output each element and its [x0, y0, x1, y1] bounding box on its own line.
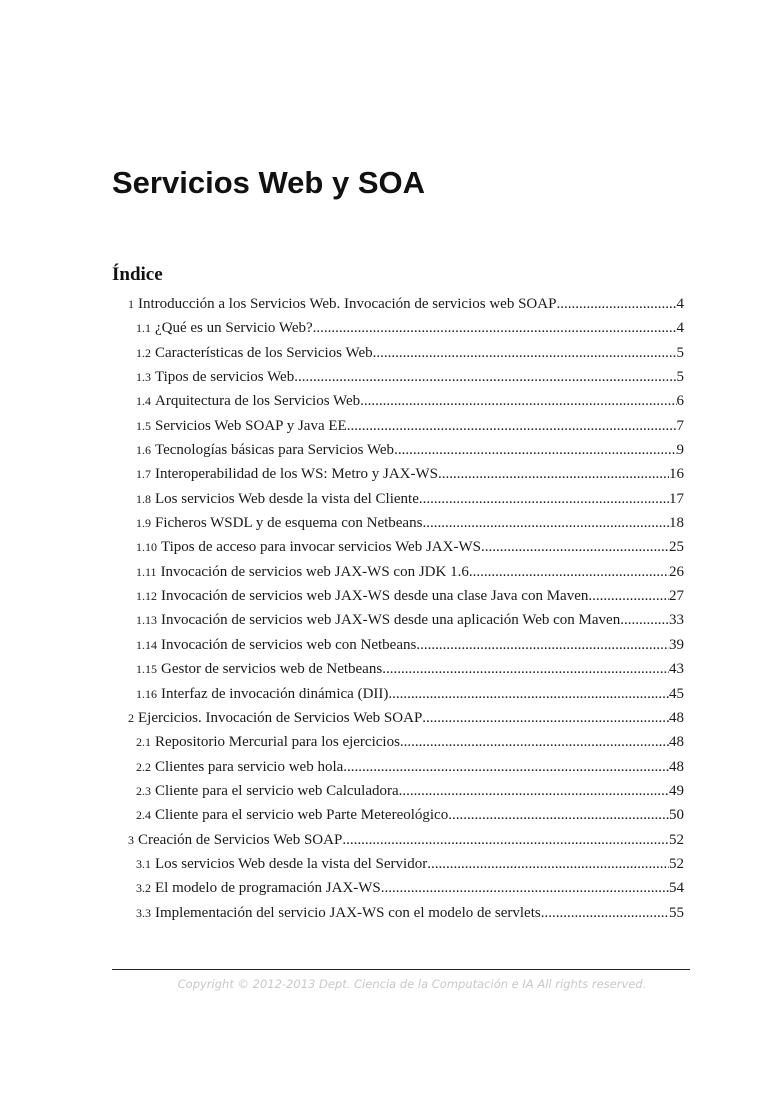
toc-entry-page-number[interactable]: 43	[669, 661, 684, 678]
toc-entry[interactable]	[0, 759, 774, 783]
toc-dot-leader	[400, 734, 669, 751]
toc-entry-number: 1.3	[136, 370, 151, 385]
toc-dot-leader	[313, 320, 677, 337]
toc-entry-page-number[interactable]: 48	[669, 709, 684, 726]
toc-entry-page-number[interactable]: 7	[676, 417, 684, 434]
document-title: Servicios Web y SOA	[112, 165, 425, 200]
toc-entry-page-number[interactable]: 48	[669, 758, 684, 775]
toc-entry-title[interactable]: Invocación de servicios web con Netbeans	[161, 636, 417, 653]
toc-entry-number: 2	[128, 710, 134, 725]
toc-entry-title[interactable]: Repositorio Mercurial para los ejercicios	[155, 734, 400, 751]
toc-dot-leader	[381, 880, 669, 897]
toc-entry[interactable]	[0, 905, 774, 929]
toc-entry-title[interactable]: Tecnologías básicas para Servicios Web	[155, 442, 395, 459]
toc-entry-title[interactable]: Cliente para el servicio web Calculadora	[155, 782, 399, 799]
toc-dot-leader	[399, 783, 669, 800]
toc-entry-title[interactable]: Invocación de servicios web JAX-WS desde una clase Java con Maven	[161, 588, 589, 605]
toc-dot-leader	[427, 856, 669, 873]
toc-entry-page-number[interactable]: 50	[669, 807, 684, 824]
toc-entry-number: 1.6	[136, 443, 151, 458]
toc-entry-title[interactable]: Clientes para servicio web hola	[155, 758, 344, 775]
toc-entry[interactable]	[0, 539, 774, 563]
toc-entry[interactable]	[0, 588, 774, 612]
toc-entry-page-number[interactable]: 18	[669, 515, 684, 532]
toc-entry-title[interactable]: Arquitectura de los Servicios Web	[155, 393, 361, 410]
toc-entry-title[interactable]: Interoperabilidad de los WS: Metro y JAX-WS	[155, 466, 439, 483]
toc-dot-leader	[382, 661, 669, 678]
toc-entry-page-number[interactable]: 33	[669, 612, 684, 629]
toc-entry-title[interactable]: Los servicios Web desde la vista del Servidor	[155, 855, 428, 872]
footer-divider	[112, 969, 690, 970]
toc-entry-title[interactable]: ¿Qué es un Servicio Web?	[155, 320, 313, 337]
toc-entry[interactable]	[0, 393, 774, 417]
toc-entry-title[interactable]: Invocación de servicios web JAX-WS con JDK 1.6	[160, 563, 469, 580]
toc-entry-number: 1.2	[136, 345, 151, 360]
toc-entry-number: 1.8	[136, 491, 151, 506]
toc-entry-page-number[interactable]: 6	[676, 393, 684, 410]
toc-entry-number: 1.10	[136, 540, 157, 555]
toc-entry-page-number[interactable]: 5	[676, 344, 684, 361]
toc-dot-leader	[422, 710, 669, 727]
toc-entry-number: 1	[128, 297, 134, 311]
toc-dot-leader	[388, 686, 669, 703]
toc-entry-title[interactable]: Servicios Web SOAP y Java EE	[155, 417, 347, 434]
toc-entry[interactable]	[0, 491, 774, 515]
toc-dot-leader	[394, 442, 676, 459]
toc-entry[interactable]	[0, 345, 774, 369]
toc-entry-page-number[interactable]: 55	[669, 904, 684, 921]
toc-entry[interactable]	[0, 807, 774, 831]
toc-entry[interactable]	[0, 515, 774, 539]
toc-entry-page-number[interactable]: 25	[669, 539, 684, 556]
toc-dot-leader	[422, 515, 669, 532]
footer-copyright: Copyright © 2012-2013 Dept. Ciencia de la Computación e IA All rights reserved.	[177, 977, 647, 991]
toc-entry-page-number[interactable]: 52	[669, 855, 684, 872]
toc-entry-title[interactable]: Creación de Servicios Web SOAP	[138, 831, 343, 848]
toc-entry-title[interactable]: Tipos de servicios Web	[155, 369, 295, 386]
toc-entry-page-number[interactable]: 16	[669, 466, 684, 483]
toc-entry[interactable]	[0, 686, 774, 710]
toc-entry-page-number[interactable]: 26	[669, 563, 684, 580]
toc-entry-page-number[interactable]: 9	[676, 442, 684, 459]
toc-dot-leader	[347, 418, 677, 435]
toc-dot-leader	[448, 807, 669, 824]
toc-entry-title[interactable]: Ficheros WSDL y de esquema con Netbeans	[155, 515, 423, 532]
toc-dot-leader	[588, 588, 669, 605]
toc-entry-number: 2.2	[136, 759, 151, 774]
toc-heading: Índice	[112, 264, 163, 285]
toc-dot-leader	[556, 296, 676, 313]
toc-dot-leader	[541, 905, 669, 922]
toc-dot-leader	[469, 564, 669, 581]
toc-entry-number: 3	[128, 832, 134, 847]
toc-entry-number: 2.3	[136, 783, 151, 798]
toc-entry-number: 1.4	[136, 394, 151, 409]
toc-entry-number: 1.15	[136, 662, 157, 677]
toc-entry-page-number[interactable]: 45	[669, 685, 684, 702]
toc-entry-title[interactable]: Cliente para el servicio web Parte Metereológico	[155, 807, 449, 824]
toc-entry-number: 3.1	[136, 856, 151, 871]
toc-entry-number: 1.1	[136, 321, 151, 336]
toc-dot-leader	[342, 832, 669, 849]
toc-entry[interactable]	[0, 564, 774, 588]
toc-entry-number: 2.1	[136, 735, 151, 750]
toc-entry[interactable]	[0, 856, 774, 880]
toc-entry-title[interactable]: Los servicios Web desde la vista del Cliente	[155, 490, 419, 507]
toc-entry[interactable]	[0, 418, 774, 442]
toc-entry[interactable]	[0, 369, 774, 393]
toc-entry-title[interactable]: Interfaz de invocación dinámica (DII)	[161, 685, 389, 702]
toc-entry-title[interactable]: Implementación del servicio JAX-WS con el modelo de servlets	[155, 904, 541, 921]
toc-entry[interactable]	[0, 442, 774, 466]
toc-dot-leader	[419, 491, 669, 508]
toc-entry-title[interactable]: Invocación de servicios web JAX-WS desde una aplicación Web con Maven	[161, 612, 621, 629]
toc-entry-number: 1.14	[136, 637, 157, 652]
toc-entry-page-number[interactable]: 52	[669, 831, 684, 848]
toc-entry-number: 3.3	[136, 905, 151, 920]
toc-entry[interactable]	[0, 880, 774, 904]
toc-entry[interactable]	[0, 320, 774, 344]
toc-entry-page-number[interactable]: 5	[676, 369, 684, 386]
toc-entry-title[interactable]: Gestor de servicios web de Netbeans	[161, 661, 383, 678]
toc-entry-number: 1.11	[136, 564, 157, 579]
toc-entry-number: 1.9	[136, 516, 151, 531]
toc-entry[interactable]	[0, 734, 774, 758]
toc-entry-page-number[interactable]: 17	[669, 490, 684, 507]
toc-dot-leader	[373, 345, 677, 362]
toc-entry[interactable]	[0, 612, 774, 636]
toc-dot-leader	[294, 369, 676, 386]
table-of-contents	[0, 296, 774, 929]
toc-entry-number: 1.7	[136, 467, 151, 482]
toc-entry-number: 1.16	[136, 686, 157, 701]
toc-entry[interactable]	[0, 661, 774, 685]
toc-entry-page-number[interactable]: 39	[669, 636, 684, 653]
toc-entry-number: 1.13	[136, 613, 157, 628]
toc-entry[interactable]	[0, 637, 774, 661]
toc-entry-page-number[interactable]: 27	[669, 588, 684, 605]
toc-dot-leader	[438, 466, 669, 483]
toc-entry-number: 1.12	[136, 589, 157, 604]
toc-entry[interactable]	[0, 466, 774, 490]
toc-entry[interactable]	[0, 710, 774, 734]
toc-dot-leader	[620, 612, 669, 629]
toc-entry-number: 3.2	[136, 881, 151, 896]
toc-entry[interactable]	[0, 296, 774, 320]
toc-entry-page-number[interactable]: 49	[669, 782, 684, 799]
toc-entry-number: 1.5	[136, 418, 151, 433]
toc-entry-title[interactable]: Características de los Servicios Web	[155, 344, 373, 361]
toc-entry-title[interactable]: El modelo de programación JAX-WS	[155, 880, 381, 897]
toc-entry-number: 2.4	[136, 808, 151, 823]
toc-entry-page-number[interactable]: 4	[676, 320, 684, 337]
toc-dot-leader	[343, 759, 669, 776]
toc-entry-page-number[interactable]: 54	[669, 880, 684, 897]
toc-dot-leader	[416, 637, 669, 654]
toc-entry-title[interactable]: Ejercicios. Invocación de Servicios Web SOAP	[138, 709, 423, 726]
toc-entry-title[interactable]: Introducción a los Servicios Web. Invocación de servicios web SOAP	[138, 296, 557, 312]
toc-dot-leader	[481, 539, 669, 556]
toc-dot-leader	[360, 393, 676, 410]
toc-entry-page-number[interactable]: 48	[669, 734, 684, 751]
toc-entry[interactable]	[0, 832, 774, 856]
toc-entry-page-number[interactable]: 4	[676, 296, 684, 312]
toc-entry[interactable]	[0, 783, 774, 807]
toc-entry-title[interactable]: Tipos de acceso para invocar servicios Web JAX-WS	[161, 539, 481, 556]
